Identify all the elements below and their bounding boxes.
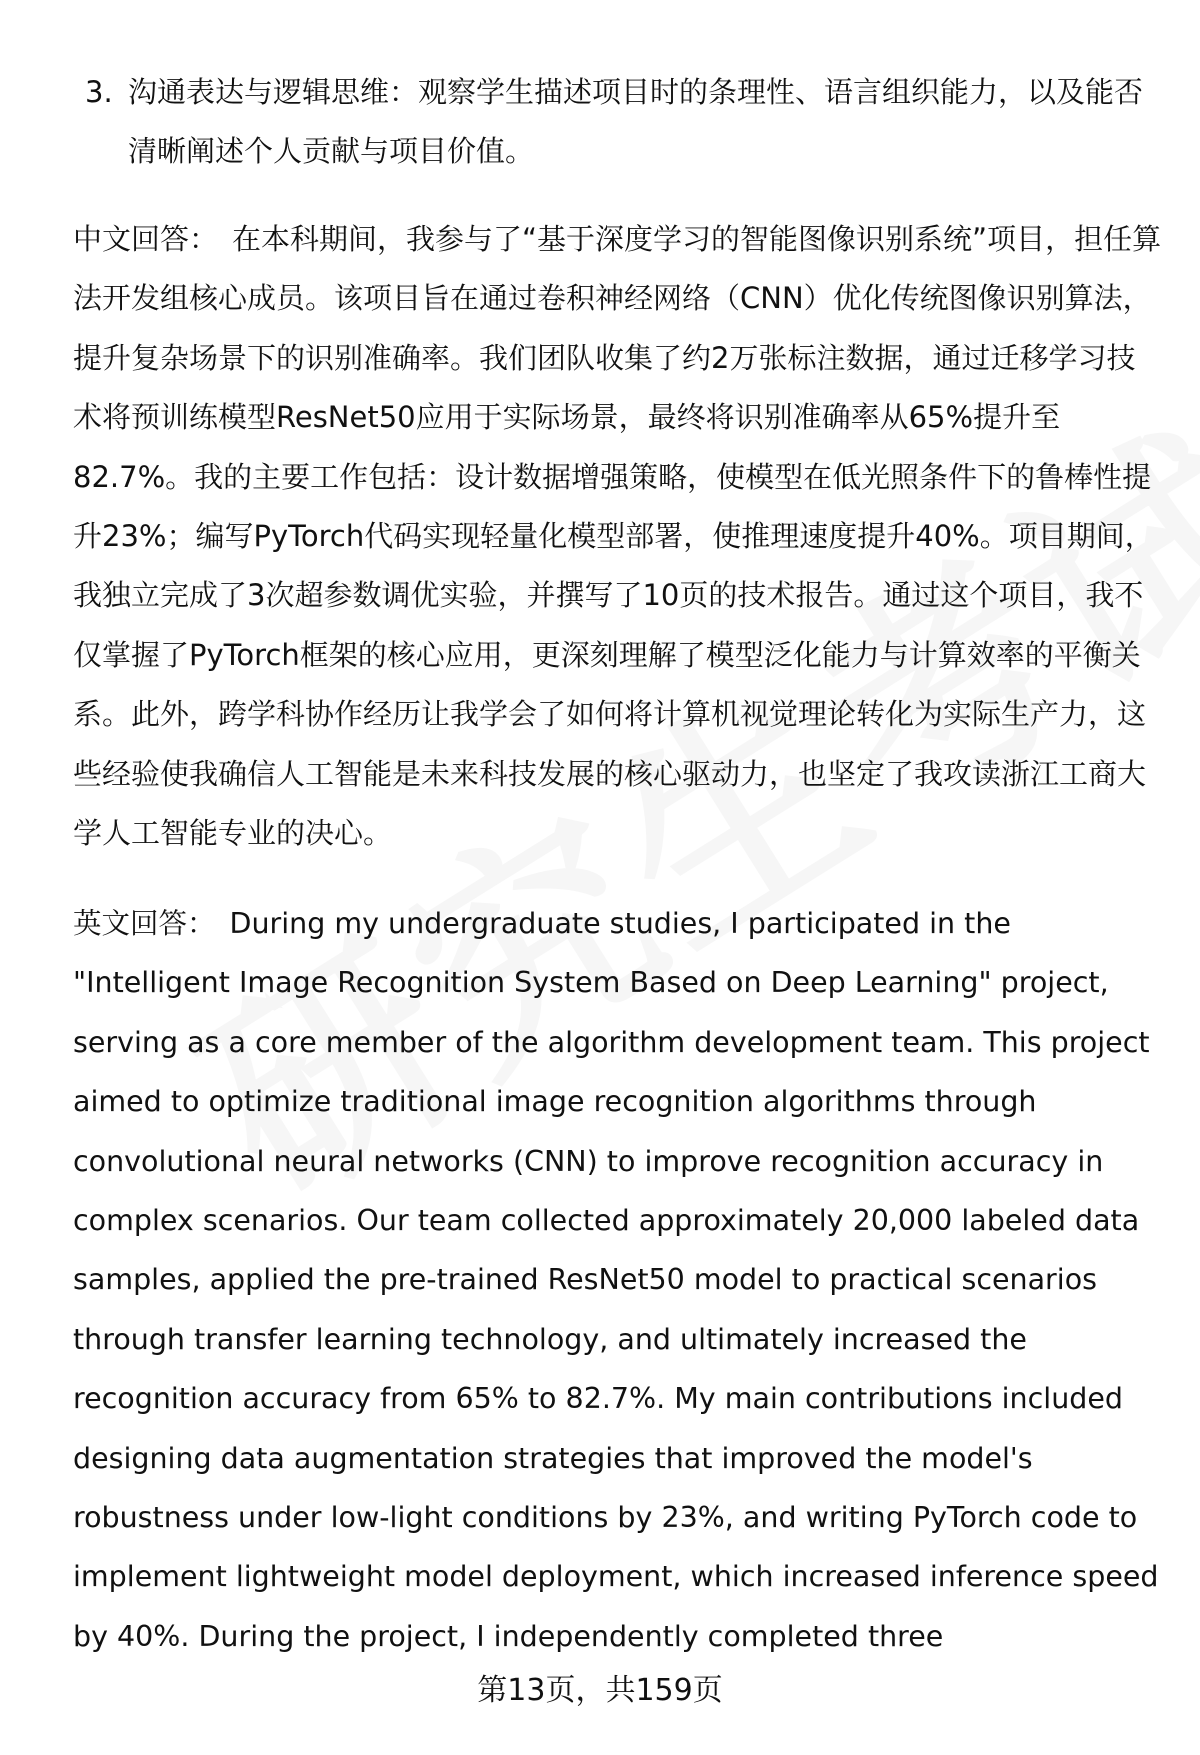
- english-answer-text: During my undergraduate studies, I participated in the "Intelligent Image Recognition System Based on Deep Learning" project, serving as a core member of the algorithm development team. This project aimed to optimize traditional image recognition algorithms through convolutional neural networks (CNN) to improve recognition accuracy in complex scenarios. Our team collected approximately 20,000 labeled data samples, applied the pre-trained ResNet50 model to practical scenarios through transfer learning technology, and ultimately increased the recognition accuracy from 65% to 82.7%. My main contributions included designing data augmentation strategies that improved the model's robustness under low-light conditions by 23%, and writing PyTorch code to implement lightweight model deployment, which increased inference speed by 40%. During the project, I independently completed three: [73, 907, 1159, 1653]
- page-number-footer: 第13页，共159页: [477, 1673, 723, 1708]
- list-item-number: 3.: [85, 75, 113, 109]
- chinese-answer-paragraph: [73, 210, 1163, 863]
- list-item-3: [85, 63, 1165, 182]
- chinese-answer-text: 在本科期间，我参与了“基于深度学习的智能图像识别系统”项目，担任算法开发组核心成员。该项目旨在通过卷积神经网络（CNN）优化传统图像识别算法，提升复杂场景下的识别准确率。我们团队收集了约2万张标注数据，通过迁移学习技术将预训练模型ResNet50应用于实际场景，最终将识别准确率从65%提升至82.7%。我的主要工作包括：设计数据增强策略，使模型在低光照条件下的鲁棒性提升23%；编写PyTorch代码实现轻量化模型部署，使推理速度提升40%。项目期间，我独立完成了3次超参数调优实验，并撰写了10页的技术报告。通过这个项目，我不仅掌握了PyTorch框架的核心应用，更深刻理解了模型泛化能力与计算效率的平衡关系。此外，跨学科协作经历让我学会了如何将计算机视觉理论转化为实际生产力，这些经验使我确信人工智能是未来科技发展的核心驱动力，也坚定了我攻读浙江工商大学人工智能专业的决心。: [73, 222, 1162, 851]
- chinese-answer-label: 中文回答：: [73, 222, 219, 256]
- list-item-text: 沟通表达与逻辑思维：观察学生描述项目时的条理性、语言组织能力，以及能否清晰阐述个人贡献与项目价值。: [128, 75, 1144, 169]
- english-answer-label: 英文回答：: [73, 907, 216, 940]
- english-answer-paragraph: [73, 894, 1163, 1666]
